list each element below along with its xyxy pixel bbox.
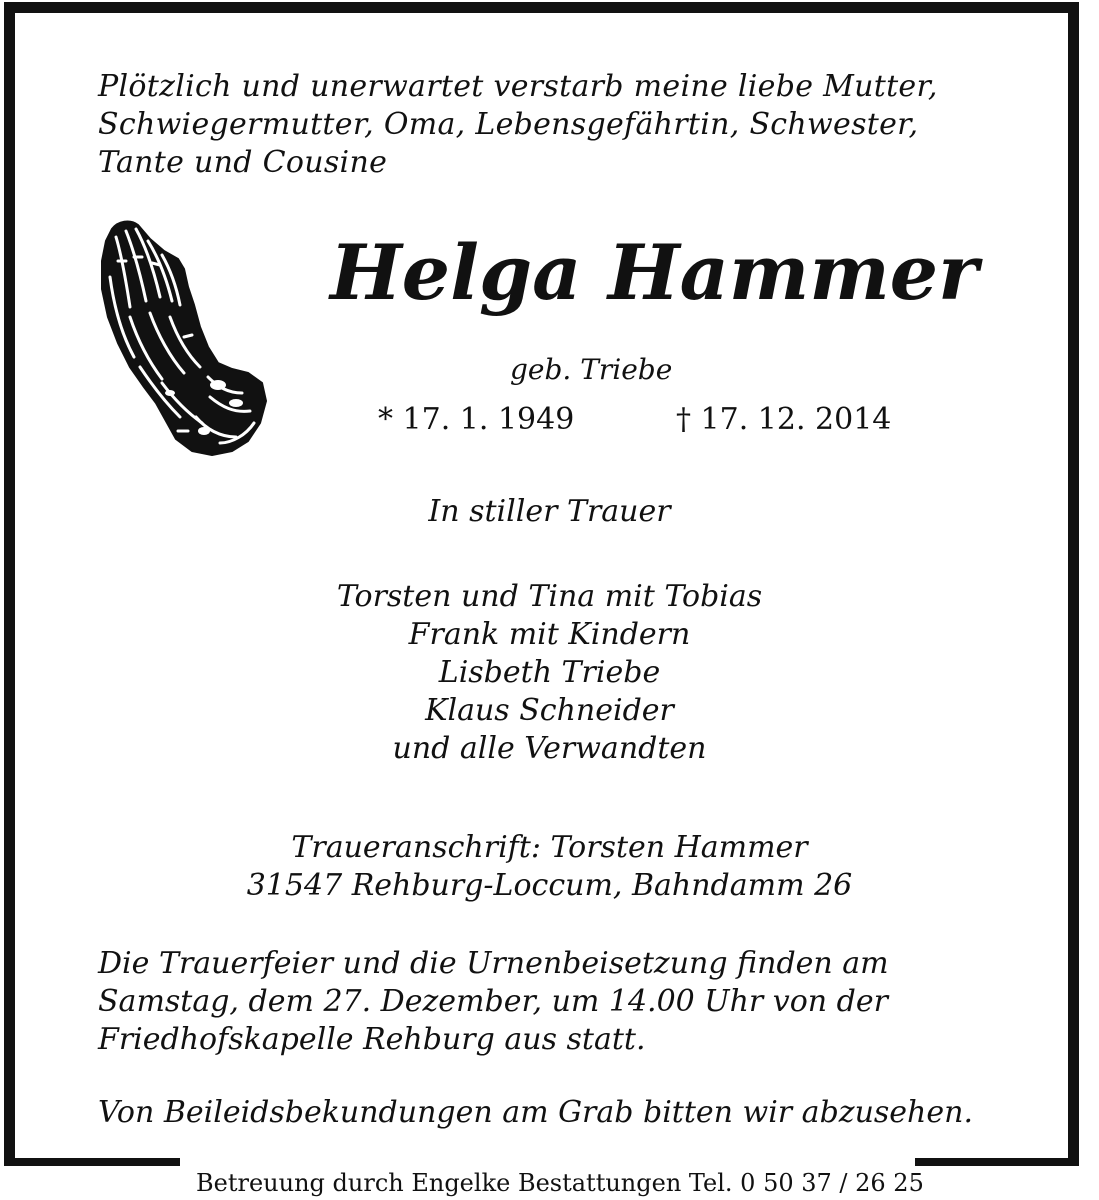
ceremony-line: Friedhofskapelle Rehburg aus statt. — [98, 1022, 646, 1057]
ceremony-text — [98, 945, 1028, 1059]
intro-line: Tante und Cousine — [98, 145, 388, 180]
death-date: † 17. 12. 2014 — [676, 402, 892, 437]
mourner-line: Lisbeth Triebe — [438, 655, 661, 690]
address-line: Traueranschrift: Torsten Hammer — [291, 830, 808, 865]
maiden-name: geb. Triebe — [510, 353, 673, 386]
funeral-home-footer: Betreuung durch Engelke Bestattungen Tel. 0 50 37 / 26 25 — [196, 1169, 924, 1197]
intro-line: Schwiegermutter, Oma, Lebensgefährtin, Schwester, — [98, 107, 919, 142]
ceremony-line: Die Trauerfeier und die Urnenbeisetzung finden am — [98, 946, 889, 981]
birth-date: * 17. 1. 1949 — [378, 402, 575, 437]
mourner-line: Klaus Schneider — [425, 693, 674, 728]
intro-line: Plötzlich und unerwartet verstarb meine liebe Mutter, — [98, 69, 938, 104]
mourner-line: Torsten und Tina mit Tobias — [336, 579, 763, 614]
address-line: 31547 Rehburg-Loccum, Bahndamm 26 — [246, 868, 853, 903]
mourners-list — [0, 578, 1099, 768]
ceremony-line: Samstag, dem 27. Dezember, um 14.00 Uhr von der — [98, 984, 888, 1019]
intro-text — [98, 68, 1028, 182]
mourning-line: In stiller Trauer — [428, 494, 671, 529]
mourning-address — [0, 829, 1099, 905]
mourner-line: Frank mit Kindern — [408, 617, 691, 652]
praying-hands-icon — [100, 217, 268, 461]
mourner-line: und alle Verwandten — [392, 731, 707, 766]
condolence-note: Von Beileidsbekundungen am Grab bitten wir abzusehen. — [98, 1095, 973, 1130]
deceased-name: Helga Hammer — [330, 228, 979, 317]
